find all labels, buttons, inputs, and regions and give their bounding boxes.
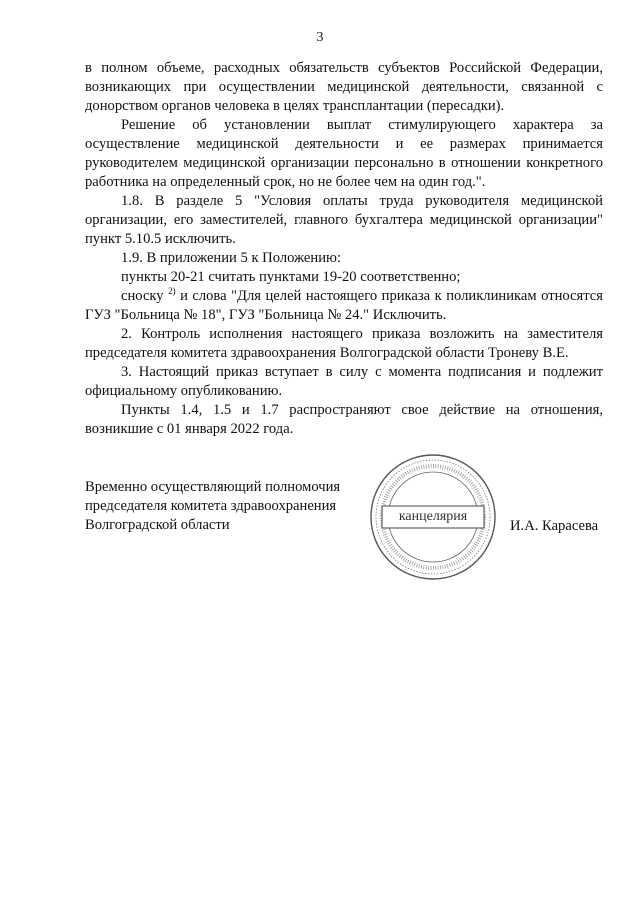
- paragraph-footnote: [85, 287, 603, 325]
- paragraph-2: Решение об установлении выплат стимулирующего характера за осуществление медицинской деятельности и ее размерах принимается руководителем медицинской организации персонально в отношении конкретного работника на определенный срок, но не более чем на один год.".: [85, 117, 603, 190]
- footnote-pre: сноску: [121, 288, 169, 304]
- paragraph-3-effect: 3. Настоящий приказ вступает в силу с момента подписания и подлежит официальному опубликованию.: [85, 364, 603, 399]
- paragraph-applicability: Пункты 1.4, 1.5 и 1.7 распространяют свое действие на отношения, возникшие с 01 января 2022 года.: [85, 402, 603, 437]
- paragraph-1-8: 1.8. В разделе 5 "Условия оплаты труда руководителя медицинской организации, его заместителей, главного бухгалтера медицинской организации" пункт 5.10.5 исключить.: [85, 193, 603, 247]
- signer-name: И.А. Карасева: [510, 518, 599, 534]
- signatory-position-line: председателя комитета здравоохранения: [85, 498, 337, 514]
- stamp-label: канцелярия: [398, 509, 468, 524]
- signatory-position-line: Временно осуществляющий полномочия: [85, 479, 341, 495]
- page-number: 3: [316, 30, 324, 45]
- office-stamp: [368, 452, 498, 582]
- paragraph-1-9: 1.9. В приложении 5 к Положению:: [121, 250, 341, 266]
- signatory-position: [85, 478, 365, 535]
- signatory-position-line: Волгоградской области: [85, 517, 230, 533]
- footnote-mark: 2): [168, 286, 176, 297]
- paragraph-1: в полном объеме, расходных обязательств субъектов Российской Федерации, возникающих при осуществлении медицинской деятельности, связанной с донорством органов человека в целях трансплантации (пересадки).: [85, 60, 603, 114]
- paragraph-items: пункты 20-21 считать пунктами 19-20 соответственно;: [121, 269, 461, 285]
- paragraph-2-control: 2. Контроль исполнения настоящего приказа возложить на заместителя председателя комитета здравоохранения Волгоградской области Троневу В.Е.: [85, 326, 603, 361]
- document-body: [85, 59, 603, 439]
- footnote-post: и слова "Для целей настоящего приказа к поликлиникам относятся ГУЗ "Больница № 18", ГУЗ "Больница № 24." Исключить.: [85, 288, 603, 323]
